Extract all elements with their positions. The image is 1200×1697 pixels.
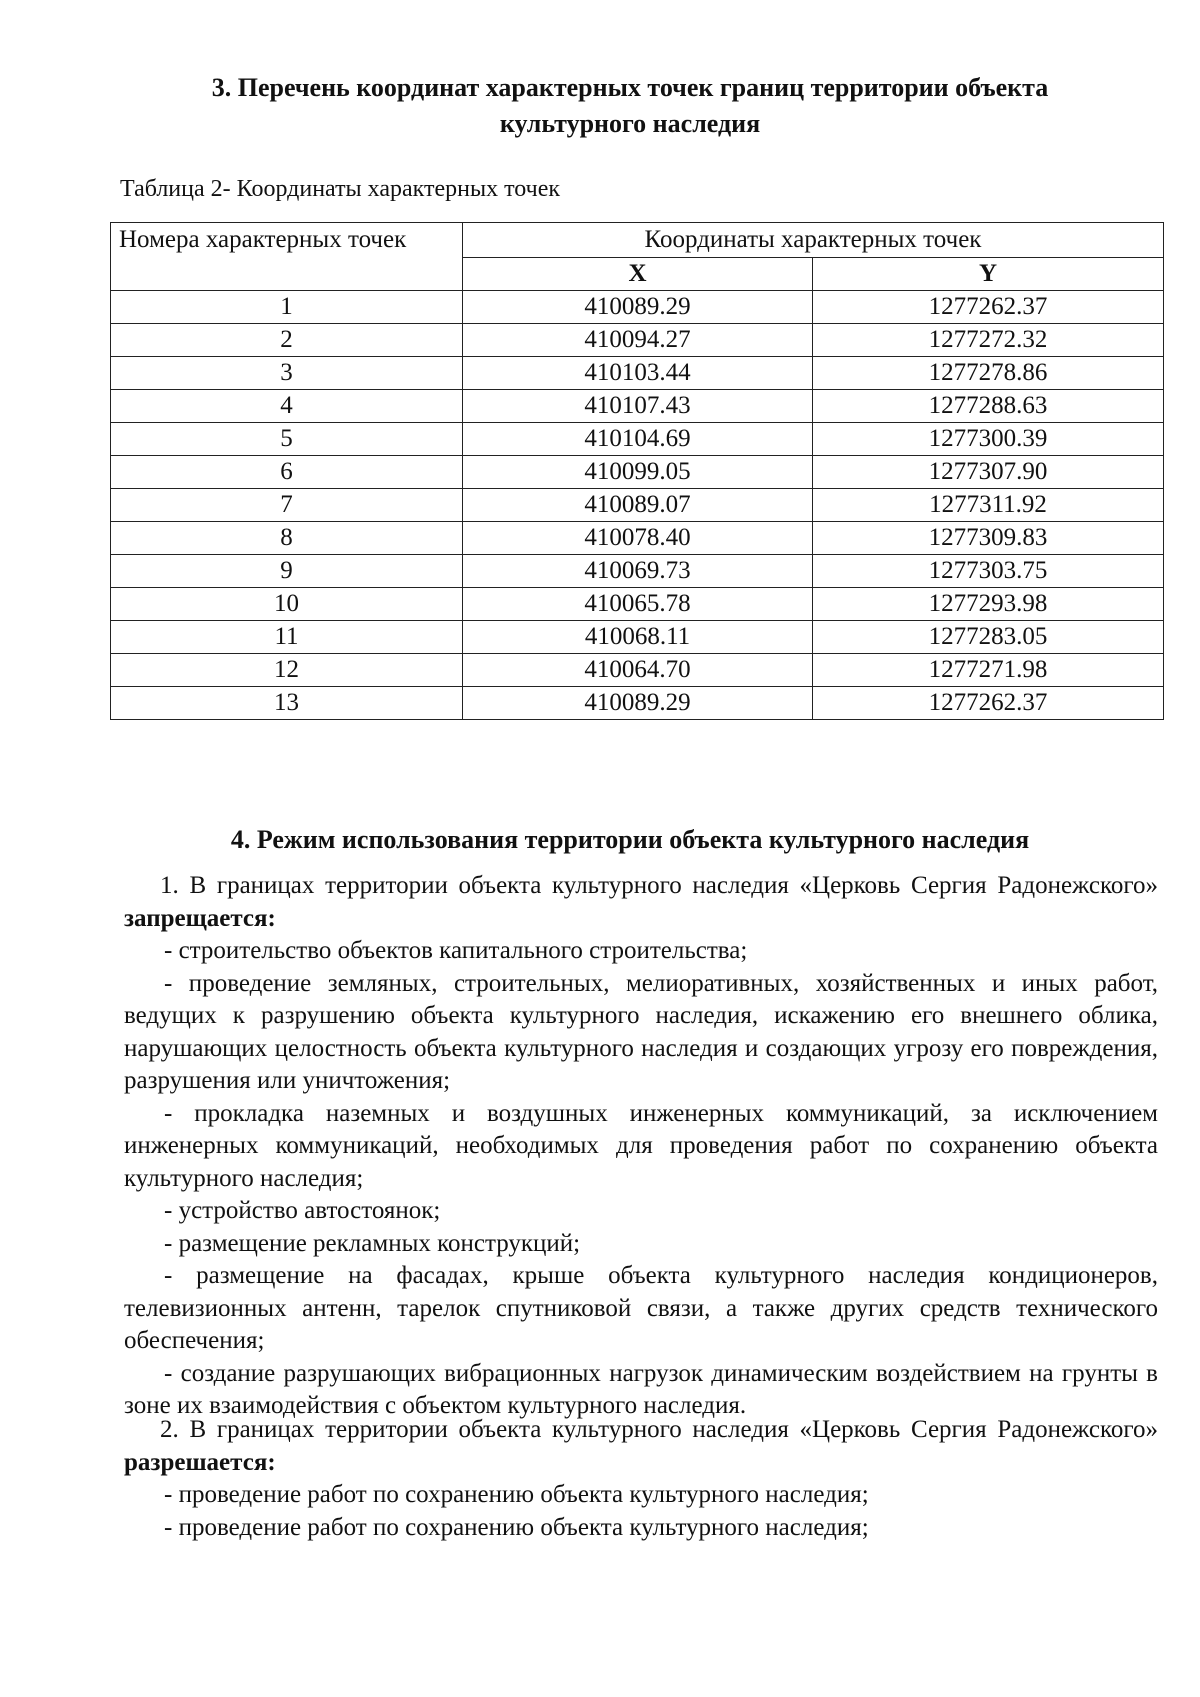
x-coordinate: 410089.29 — [463, 687, 813, 720]
table-row — [111, 621, 1164, 654]
x-coordinate: 410104.69 — [463, 423, 813, 456]
x-coordinate: 410069.73 — [463, 555, 813, 588]
list-item: - устройство автостоянок; — [164, 1197, 441, 1224]
table-row — [111, 291, 1164, 324]
paragraph-1-text: 1. В границах территории объекта культурного наследия «Церковь Сергия Радонежского» — [160, 872, 1158, 899]
point-number: 11 — [111, 621, 463, 654]
section-4-title: 4. Режим использования территории объекта культурного наследия — [230, 825, 1030, 854]
table-row — [111, 555, 1164, 588]
y-coordinate: 1277272.32 — [813, 324, 1164, 357]
coordinates-table — [110, 222, 1164, 720]
point-number: 9 — [111, 555, 463, 588]
y-coordinate: 1277307.90 — [813, 456, 1164, 489]
header-x: X — [463, 258, 813, 291]
y-coordinate: 1277262.37 — [813, 291, 1164, 324]
table-row — [111, 522, 1164, 555]
point-number: 2 — [111, 324, 463, 357]
x-coordinate: 410089.07 — [463, 489, 813, 522]
table-row — [111, 390, 1164, 423]
header-y: Y — [813, 258, 1164, 291]
paragraph-2-lead — [124, 1414, 1158, 1479]
paragraph-1 — [124, 870, 1158, 1423]
header-coordinates: Координаты характерных точек — [463, 223, 1164, 258]
list-item: - проведение работ по сохранению объекта культурного наследия; — [164, 1481, 869, 1508]
point-number: 5 — [111, 423, 463, 456]
table-row — [111, 423, 1164, 456]
prohibited-list — [124, 935, 1158, 1423]
table-row — [111, 588, 1164, 621]
y-coordinate: 1277262.37 — [813, 687, 1164, 720]
header-point-numbers: Номера характерных точек — [111, 223, 463, 291]
point-number: 8 — [111, 522, 463, 555]
point-number: 1 — [111, 291, 463, 324]
point-number: 13 — [111, 687, 463, 720]
x-coordinate: 410078.40 — [463, 522, 813, 555]
list-item: - проведение земляных, строительных, мелиоративных, хозяйственных и иных работ, ведущих к разрушению объекта культурного наследия, искажению его внешнего облика, нарушающих целостность объекта культурного наследия и создающих угрозу его повреждения, разрушения или уничтожения; — [124, 969, 1158, 1094]
x-coordinate: 410068.11 — [463, 621, 813, 654]
point-number: 4 — [111, 390, 463, 423]
y-coordinate: 1277303.75 — [813, 555, 1164, 588]
table-row — [111, 324, 1164, 357]
table-row — [111, 687, 1164, 720]
list-item: - строительство объектов капитального строительства; — [164, 937, 748, 964]
y-coordinate: 1277283.05 — [813, 621, 1164, 654]
x-coordinate: 410094.27 — [463, 324, 813, 357]
section-3-title: 3. Перечень координат характерных точек границ территории объекта культурного наследия — [211, 73, 1049, 138]
list-item: - размещение рекламных конструкций; — [164, 1229, 581, 1257]
list-item: - проведение работ по сохранению объекта культурного наследия; — [164, 1513, 869, 1541]
point-number: 10 — [111, 588, 463, 621]
table-row — [111, 489, 1164, 522]
point-number: 7 — [111, 489, 463, 522]
list-item: - размещение на фасадах, крыше объекта культурного наследия кондиционеров, телевизионных антенн, тарелок спутниковой связи, а также других средств технического обеспечения; — [124, 1262, 1158, 1354]
allowed-list — [124, 1479, 1158, 1544]
table-row — [111, 654, 1164, 687]
paragraph-2 — [124, 1414, 1158, 1544]
x-coordinate: 410107.43 — [463, 390, 813, 423]
y-coordinate: 1277288.63 — [813, 390, 1164, 423]
paragraph-1-lead — [124, 870, 1158, 935]
table-row — [111, 357, 1164, 390]
list-item: - создание разрушающих вибрационных нагрузок динамическим воздействием на грунты в зоне их взаимодействия с объектом культурного наследия. — [124, 1359, 1158, 1419]
point-number: 3 — [111, 357, 463, 390]
y-coordinate: 1277300.39 — [813, 423, 1164, 456]
table-body — [111, 291, 1164, 720]
allowed-label: разрешается: — [124, 1448, 276, 1476]
point-number: 12 — [111, 654, 463, 687]
paragraph-2-text: 2. В границах территории объекта культурного наследия «Церковь Сергия Радонежского» — [160, 1416, 1158, 1443]
list-item: - прокладка наземных и воздушных инженерных коммуникаций, за исключением инженерных коммуникаций, необходимых для проведения работ по сохранению объекта культурного наследия; — [124, 1099, 1158, 1192]
y-coordinate: 1277293.98 — [813, 588, 1164, 621]
y-coordinate: 1277309.83 — [813, 522, 1164, 555]
table-caption: Таблица 2- Координаты характерных точек — [120, 176, 561, 202]
x-coordinate: 410103.44 — [463, 357, 813, 390]
y-coordinate: 1277311.92 — [813, 489, 1164, 522]
x-coordinate: 410099.05 — [463, 456, 813, 489]
x-coordinate: 410064.70 — [463, 654, 813, 687]
point-number: 6 — [111, 456, 463, 489]
y-coordinate: 1277278.86 — [813, 357, 1164, 390]
x-coordinate: 410089.29 — [463, 291, 813, 324]
x-coordinate: 410065.78 — [463, 588, 813, 621]
prohibited-label: запрещается: — [124, 904, 276, 932]
table-row — [111, 456, 1164, 489]
y-coordinate: 1277271.98 — [813, 654, 1164, 687]
